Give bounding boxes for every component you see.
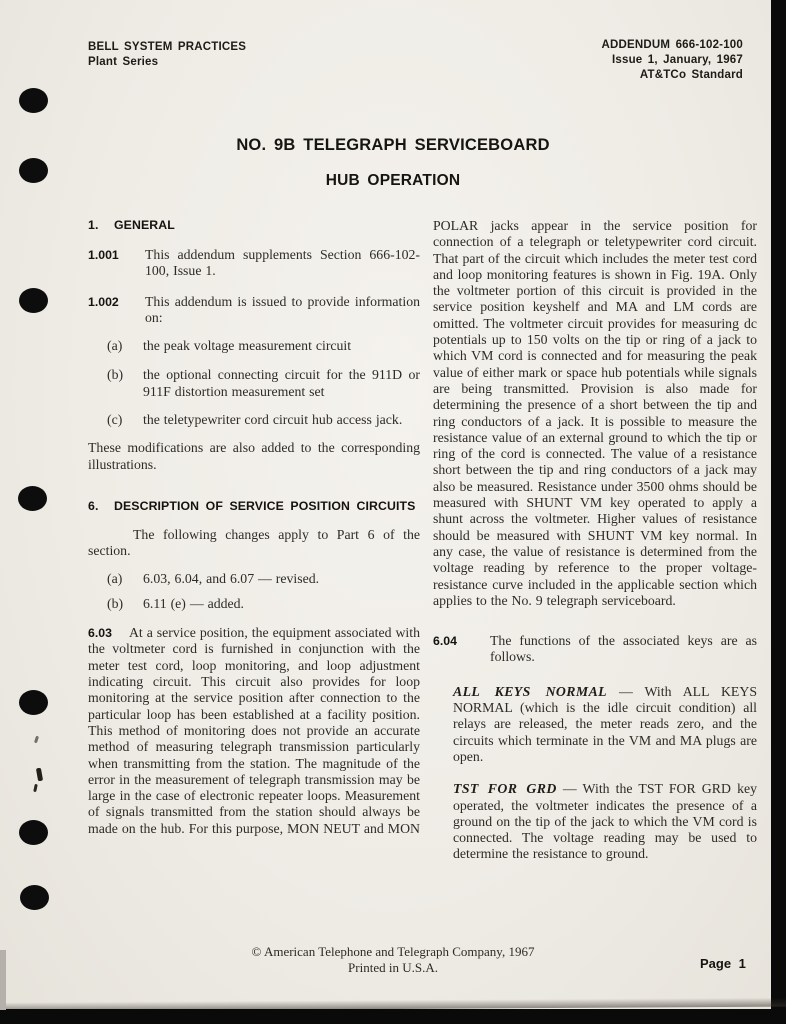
key-name: TST FOR GRD: [453, 781, 557, 797]
title-line1: NO. 9B TELEGRAPH SERVICEBOARD: [236, 136, 550, 154]
section-heading-description: [88, 499, 420, 514]
list-text: the peak voltage measurement circuit: [143, 338, 352, 354]
plant-series-label: Plant Series: [88, 56, 159, 68]
paragraph-6-03: [88, 625, 420, 837]
paragraph-number: 6.04: [433, 634, 457, 649]
issue-date: Issue 1, January, 1967: [611, 54, 743, 66]
binder-hole-mark: [19, 690, 48, 715]
binder-hole-mark: [19, 288, 48, 313]
right-column: [433, 218, 757, 863]
list-item: [88, 338, 420, 354]
list-marker: (a): [107, 338, 123, 354]
section-number: 6.: [88, 498, 99, 513]
ink-speck: [34, 736, 39, 744]
list-marker: (c): [107, 412, 123, 428]
paragraph-1-001: [88, 247, 420, 280]
continuation-paragraph: POLAR jacks appear in the service position for connection of a telegraph or teletypewriter cord circuit. That part of the circuit which includes the meter test cord and loop monitoring features is shown in Fig. 19A. Only the voltmeter portion of this circuit is provided in the service position keyshelf and MA and LM cords are omitted. The voltmeter circuit provides for measuring dc potentials up to 150 volts on the tip or ring of a jack to which VM cord is connected and for measuring the peak value of either mark or space hub potentials while signals are being transmitted. Provision is also made for determining the presence of a short between the tip and ring conductors of a jack. It is possible to measure the resistance value of an external ground to which the tip or ring of the cord is connected. The value of a resistance short between the tip and ring conductors of a jack may also be measured. Resistance under 3500 ohms should be measured with SHUNT VM key operated to apply a shunt across the voltmeter. Higher values of resistance should be measured with SHUNT VM key normal. In any case, the value of resistance is determined from the voltage reading by reference to the proper voltage-resistance curve included in the applicable section which applies to the No. 9 telegraph serviceboard.: [433, 218, 757, 608]
paragraph-number: 1.002: [88, 294, 119, 309]
list-marker: (a): [107, 570, 123, 586]
list-item: [88, 367, 420, 400]
list-text: 6.03, 6.04, and 6.07 — revised.: [143, 570, 320, 586]
footer: [0, 944, 786, 976]
changes-intro: The following changes apply to Part 6 of the section.: [88, 526, 420, 559]
document-body: [88, 218, 757, 863]
binder-hole-mark: [18, 486, 47, 511]
paragraph-text: This addendum is issued to provide information on:: [145, 293, 420, 325]
paragraph-number: 1.001: [88, 248, 119, 262]
modifications-note: These modifications are also added to the corresponding illustrations.: [88, 440, 420, 472]
list-item: [88, 412, 420, 428]
section-heading-general: [88, 218, 420, 233]
paragraph-1-002: [88, 294, 420, 327]
binder-hole-mark: [19, 88, 48, 113]
left-column: [88, 218, 420, 863]
key-function-all-keys-normal: [433, 684, 757, 765]
section-number: 1.: [88, 218, 99, 232]
paragraph-number: 6.03: [88, 626, 112, 641]
key-description: — With ALL KEYS NORMAL (which is the idle circuit condition) all relays are released, the meter reads zero, and the circuits which terminate in the VM and MA plugs are open.: [453, 683, 757, 764]
paragraph-6-04: [433, 633, 757, 666]
section-title: DESCRIPTION OF SERVICE POSITION CIRCUITS: [114, 498, 416, 513]
addendum-number: ADDENDUM 666-102-100: [601, 39, 743, 51]
practices-label: BELL SYSTEM PRACTICES: [88, 41, 247, 53]
section-title: GENERAL: [114, 218, 175, 232]
standard-label: AT&TCo Standard: [639, 69, 743, 81]
binder-hole-mark: [20, 885, 49, 910]
header-right: [602, 38, 744, 83]
title-line2: HUB OPERATION: [325, 172, 461, 189]
copyright-line: © American Telephone and Telegraph Company, 1967: [251, 944, 535, 959]
header-left: [88, 40, 246, 70]
paragraph-text: At a service position, the equipment associated with the voltmeter cord is furnished in conjunction with the meter test cord, loop monitoring, and loop adjustment indicating circuit. This circuit also provides for loop monitoring at the service position after connection to the particular loop has been established at a facility position. This method of monitoring does not provide an accurate method of measuring telegraph transmission particularly when transmitting from the station. The magnitude of the error in the measurement of telegraph transmission may be large in the case of electronic repeater loops. Measurement of signals transmitted from the station should always be made on the hub. For this purpose, MON NEUT and MON: [88, 625, 420, 836]
list-item: [88, 571, 420, 587]
ink-speck: [33, 784, 38, 792]
list-text: the teletypewriter cord circuit hub access jack.: [143, 412, 403, 428]
list-text: 6.11 (e) — added.: [143, 595, 244, 611]
page-number: Page 1: [700, 956, 746, 971]
list-marker: (b): [107, 367, 124, 383]
printed-line: Printed in U.S.A.: [348, 960, 438, 975]
document-title: [0, 136, 786, 190]
paragraph-text: The functions of the associated keys are as follows.: [490, 633, 757, 665]
key-name: ALL KEYS NORMAL: [453, 683, 607, 699]
ink-speck: [36, 768, 43, 782]
list-text: the optional connecting circuit for the 911D or 911F distortion measurement set: [143, 367, 420, 399]
key-function-tst-for-grd: [433, 781, 757, 862]
list-marker: (b): [107, 595, 124, 611]
key-description: — With the TST FOR GRD key operated, the voltmeter indicates the presence of a ground on the tip of the jack to which the VM cord is connected. The voltage reading may be used to determine the resistance to ground.: [453, 781, 757, 862]
paragraph-text: This addendum supplements Section 666-102-100, Issue 1.: [145, 247, 420, 279]
list-item: [88, 596, 420, 612]
binder-hole-mark: [19, 820, 48, 845]
scan-edge-bottom: [0, 1009, 786, 1024]
